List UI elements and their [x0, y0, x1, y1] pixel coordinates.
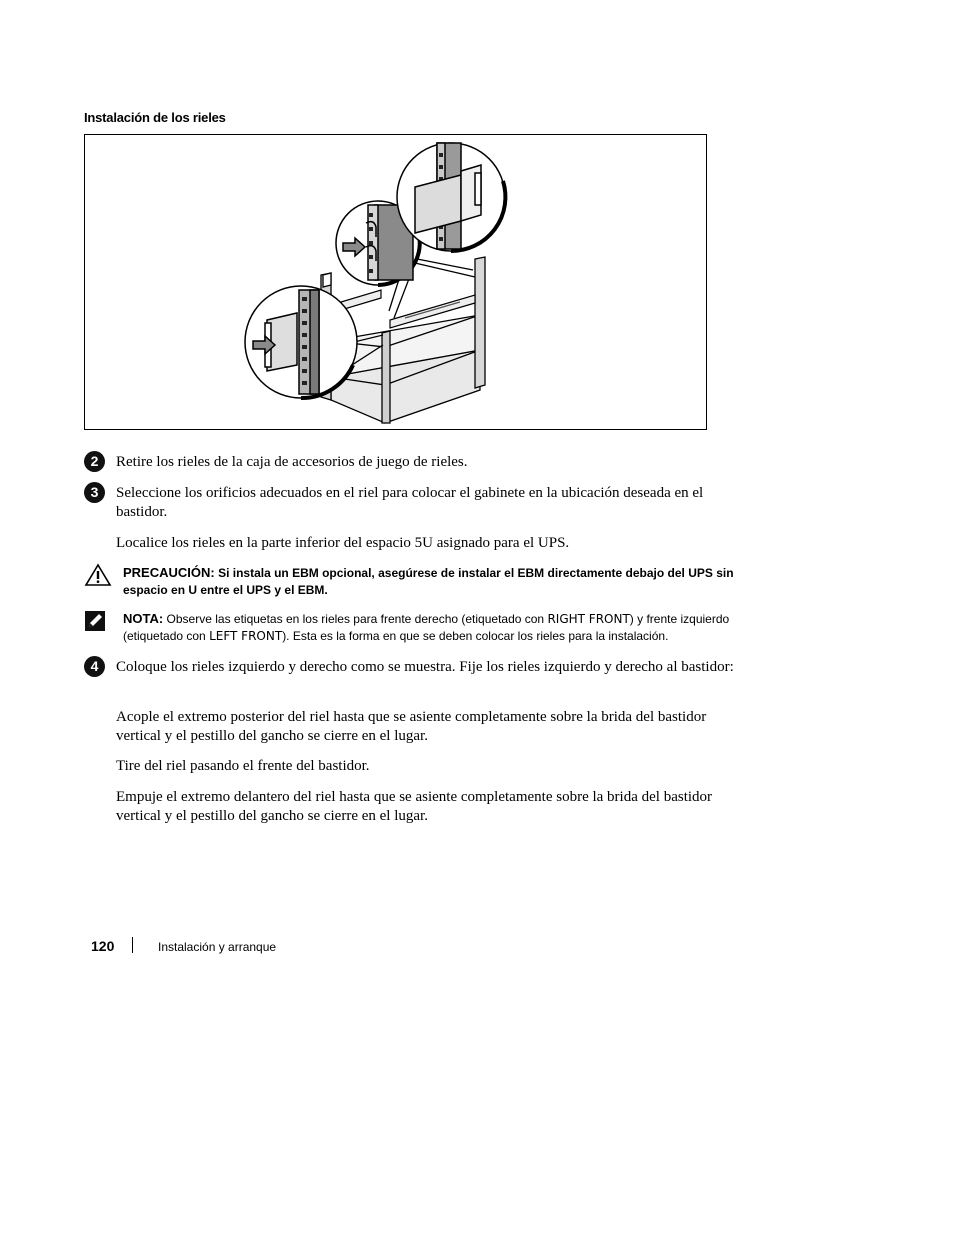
- callout-rear-latch: [245, 286, 357, 398]
- note-pencil-icon: [84, 610, 106, 632]
- note-code-left-front: LEFT FRONT: [209, 629, 283, 643]
- step-number-badge: 3: [84, 482, 105, 503]
- note-text-part1: Observe las etiquetas en los rieles para frente derecho (etiquetado con: [166, 612, 545, 626]
- caution-text: Si instala un EBM opcional, asegúrese de instalar el EBM directamente debajo del UPS sin espacio en U entre el UPS y el EBM.: [123, 566, 734, 597]
- step-number-badge: 2: [84, 451, 105, 472]
- note-code-right-front: RIGHT FRONT: [547, 612, 630, 626]
- footer-section-title: Instalación y arranque: [158, 940, 277, 954]
- rack-rail-illustration: [85, 135, 706, 429]
- callout-rear-flange: [397, 143, 505, 251]
- step-4-substep-1: Acople el extremo posterior del riel hasta que se asiente completamente sobre la brida del bastidor vertical y el pestillo del gancho se cierre en el lugar.: [116, 709, 707, 744]
- note-text-part2: ) y frente izquierdo (etiquetado con: [123, 612, 730, 643]
- step-2-text: Retire los rieles de la caja de accesorios de juego de rieles.: [116, 454, 468, 470]
- caution-label: PRECAUCIÓN:: [123, 565, 215, 580]
- page-number: 120: [91, 938, 115, 954]
- note-notice: [123, 610, 763, 645]
- caution-triangle-icon: [84, 563, 112, 587]
- step-number-badge: 4: [84, 656, 105, 677]
- note-text-part3: ). Esta es la forma en que se deben colocar los rieles para la instalación.: [282, 629, 669, 643]
- step-3-subtext: Localice los rieles en la parte inferior del espacio 5U asignado para el UPS.: [116, 535, 570, 551]
- step-3-text: Seleccione los orificios adecuados en el riel para colocar el gabinete en la ubicación deseada en el bastidor.: [116, 485, 704, 520]
- step-4-substep-2: Tire del riel pasando el frente del bastidor.: [116, 758, 370, 774]
- step-4-substep-3: Empuje el extremo delantero del riel hasta que se asiente completamente sobre la brida del bastidor vertical y el pestillo del gancho se cierre en el lugar.: [116, 789, 713, 824]
- footer-divider: [132, 937, 133, 953]
- note-label: NOTA:: [123, 611, 164, 626]
- step-4-text: Coloque los rieles izquierdo y derecho como se muestra. Fije los rieles izquierdo y derecho al bastidor:: [116, 659, 734, 675]
- caution-notice: [123, 564, 763, 599]
- rail-installation-figure: [84, 134, 707, 430]
- figure-title: Instalación de los rieles: [84, 110, 226, 125]
